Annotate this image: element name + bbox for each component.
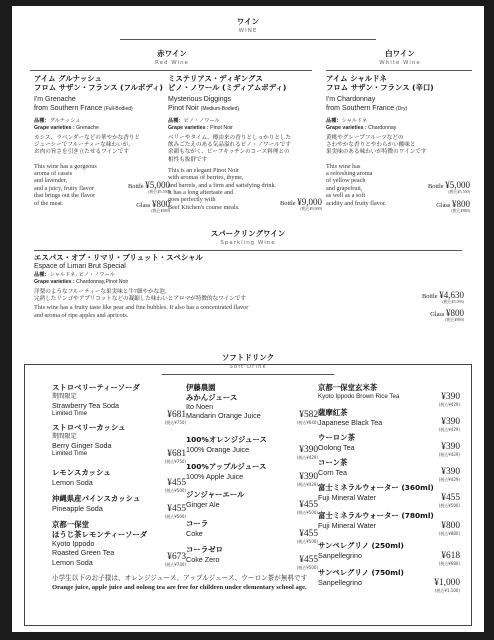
bottle-price-tax: (税込¥5,500): [448, 189, 470, 194]
drink-name-en: Sanpellegrino: [318, 577, 362, 587]
wine-desc-jp: 余韻もながく、ビーフキッチンのコース料理との: [168, 149, 290, 156]
red-title-jp: 赤ワイン: [157, 49, 187, 58]
drink-name-en: 100% Apple Juice: [186, 471, 244, 481]
glass-label: Glass: [136, 202, 151, 209]
grape-label-jp: 品種：: [326, 118, 342, 124]
drink-price-value: ¥455: [441, 493, 460, 503]
white-wine-header: [330, 48, 470, 66]
wine-title-en: WINE: [238, 28, 258, 34]
wine-origin: Pinot Noir: [168, 105, 199, 112]
drink-price-value: ¥455: [299, 500, 318, 510]
drink-price-tax: (税込¥740): [164, 562, 186, 567]
glass-price: [384, 308, 464, 323]
drink-price-value: ¥582: [299, 410, 318, 420]
drink-price: [416, 384, 460, 408]
wine-name-en: Mysterious Diggings: [168, 96, 232, 103]
drink-price: [274, 521, 318, 545]
grape-value-en: Pinot Noir: [210, 125, 233, 131]
drink-name-jp: 薩摩紅茶: [318, 408, 348, 417]
drink-name-en-2: Mandarin Orange Juice: [186, 411, 261, 421]
drink-name-en: Kyoto Ippodo: [52, 539, 95, 549]
drink-price-value: ¥390: [299, 472, 318, 482]
wine-desc-en: and grapefruit,: [326, 184, 363, 192]
drink-price-tax: (税込¥500): [164, 488, 186, 493]
wine-desc-en: goes perfectly with: [168, 196, 216, 204]
drink-price: [416, 459, 460, 483]
drink-price-tax: (税込¥750): [164, 420, 186, 425]
drink-name-en: Coke Zero: [186, 554, 220, 564]
drink-name-jp: 京都一保堂玄米茶: [318, 383, 378, 392]
drink-name-en: Kyoto Ippodo Brown Rice Tea: [318, 392, 400, 400]
sparkling-rule: [34, 250, 462, 251]
drink-price-tax: (税込¥750): [164, 459, 186, 464]
wine-desc-en: It has a long aftertaste and: [168, 189, 234, 197]
grape-label-en: Grape varieties :: [34, 125, 75, 131]
drink-name-en: Berry Ginger Soda: [52, 440, 112, 450]
drink-name-jp-2: みかんジュース: [186, 392, 238, 402]
drink-name-jp: サンペレグリノ (250ml): [318, 541, 404, 550]
grape-label-en: Grape varieties :: [168, 125, 209, 131]
drink-name-jp: サンペレグリノ (750ml): [318, 568, 404, 577]
drink-price-value: ¥673: [167, 552, 186, 562]
drink-price-value: ¥390: [299, 445, 318, 455]
red-wine-header: [42, 48, 302, 66]
grape-jp: [34, 118, 174, 125]
wine-desc-jp: 相性も抜群です: [168, 156, 208, 163]
wine-desc-jp: 洋梨のようなフルーティーな果実味と牛ﾏ細やかな泡。: [34, 289, 171, 295]
drink-name-jp: 京都一保堂: [52, 520, 89, 529]
drink-name-en: Lemon Soda: [52, 477, 93, 487]
wine-desc-en: a refreshing aroma: [326, 170, 373, 178]
drink-name-jp: コーン茶: [318, 458, 348, 467]
wine-name-en: I'm Chardonnay: [326, 96, 376, 103]
bottle-label: Bottle: [128, 183, 144, 190]
drink-price-value: ¥1,000: [434, 578, 460, 588]
grape-value-jp: グルナッシュ: [49, 118, 81, 124]
drink-limited-jp: 期間限定: [52, 392, 77, 400]
grape-label-jp: 品種：: [168, 118, 184, 124]
bottle-label: Bottle: [280, 200, 296, 207]
drink-name-jp: 100%オレンジジュース: [186, 435, 267, 444]
wine-desc-jp: 果実味のある味わいが特徴のワインです: [326, 149, 427, 156]
grape-value-jp: シャルドネ: [341, 118, 368, 124]
bottle-price-tax: (税込¥9,900): [300, 206, 322, 211]
wine-name-jp: ミステリアス・ディギングス: [168, 74, 263, 83]
wine-name-en-2: [326, 104, 476, 114]
grape-en: [168, 125, 328, 132]
drink-price: [274, 437, 318, 461]
wine-desc-en: This is an elegant Pinot Noir: [168, 166, 239, 174]
glass-price-value: ¥800: [446, 308, 464, 318]
drink-price: [416, 543, 460, 567]
drink-limited-jp: 期間限定: [52, 432, 77, 440]
drink-limited-en: Limited Time: [52, 449, 88, 457]
drink-name-en: Pineapple Soda: [52, 503, 103, 513]
glass-price: [104, 199, 170, 214]
wine-name-en: I'm Grenache: [34, 96, 76, 103]
drink-name-jp: ストロベリーカッシュ: [52, 423, 126, 432]
wine-name-jp: アイム グルナッシュ: [34, 74, 102, 83]
wine-desc-en: This wine has: [326, 162, 361, 170]
grape-label-en: Grape varieties :: [326, 125, 367, 131]
drink-price-tax: (税込¥500): [164, 514, 186, 519]
drink-name-jp: 富士ミネラルウォーター (360ml): [318, 483, 434, 492]
wine-body: (Medium-Bodied): [200, 106, 240, 112]
red-rule: [30, 70, 312, 71]
bottle-price: [104, 180, 170, 195]
bottle-label: Bottle: [422, 293, 438, 300]
drink-name-en: Oolong Tea: [318, 442, 355, 452]
soft-title-en: Soft Drink: [229, 364, 267, 370]
wine-desc-jp: ベリーやタイム、樽由来の香りとしっかりとした: [168, 135, 292, 141]
wine-desc-en: and lavender,: [34, 177, 68, 185]
grape-jp: [326, 118, 476, 125]
white-rule: [326, 70, 472, 71]
grape-value-jp: ピノ・ノワール: [183, 118, 220, 124]
bottle-price-value: ¥5,000: [445, 180, 470, 190]
glass-price-tax: (税込¥880): [445, 317, 464, 322]
wine-desc-jp: 飲みごたえのある気品溢れるピノ・ノワールです: [168, 142, 291, 149]
soft-title-jp: ソフトドリンク: [221, 353, 275, 362]
wine-body: (Full-Bodied): [104, 106, 133, 112]
drink-price-value: ¥390: [441, 392, 460, 402]
drink-limited-en: Limited Time: [52, 409, 88, 417]
drink-price: [416, 409, 460, 433]
drink-price: [274, 464, 318, 488]
drink-name-en: Ito Noen: [186, 402, 214, 412]
wine-name-jp-2: ピノ・ノワール (ミディアムボディ): [168, 83, 287, 92]
drink-price-value: ¥455: [167, 478, 186, 488]
drink-name-jp: ジンジャーエール: [186, 490, 245, 499]
drink-price-tax: (税込¥500): [296, 539, 318, 544]
white-title-en: White Wine: [379, 60, 421, 66]
drink-price: [416, 485, 460, 509]
drink-name-jp: 伊藤農園: [186, 383, 216, 392]
bottle-price: [252, 197, 322, 212]
soft-drink-rule: [162, 374, 334, 375]
wine-desc-en: and aroma of ripe apples and apricots.: [34, 311, 129, 319]
drink-name-en: Japanese Black Tea: [318, 417, 383, 427]
drink-price: [416, 513, 460, 537]
sparkling-title-jp: スパークリングワイン: [210, 229, 286, 238]
wine-desc-en: and a juicy, fruity flavor: [34, 184, 94, 192]
drink-price-value: ¥455: [167, 504, 186, 514]
wine-name-jp-2: フロム サザン・フランス (フルボディ): [34, 83, 163, 92]
grape-jp: [168, 118, 328, 125]
glass-price: [400, 199, 470, 214]
wine-desc-jp: ジューシーでフルーティーな味わいが、: [34, 142, 134, 149]
glass-label: Glass: [436, 202, 451, 209]
grape-value-en: Chardonnay: [368, 125, 397, 131]
wine-desc-en: Beef Kitchen's course meals.: [168, 203, 240, 211]
grape-en: [34, 279, 364, 286]
drink-price-tax: (税込¥640): [296, 420, 318, 425]
wine-origin: from Southern France: [34, 105, 103, 112]
drink-price-value: ¥455: [299, 555, 318, 565]
wine-name-en-2: [168, 104, 328, 114]
drink-price: [142, 470, 186, 494]
wine-name-jp-2: フロム サザン・フランス (辛口): [326, 83, 434, 92]
drink-name-jp: レモンスカッシュ: [52, 468, 111, 477]
bottle-price-value: ¥5,000: [145, 180, 170, 190]
drink-name-jp: ストロベリーティーソーダ: [52, 383, 140, 392]
soft-drink-header: [12, 352, 484, 370]
wine-desc-en: with aromas of berries, thyme,: [168, 174, 244, 182]
menu-page: [12, 6, 484, 632]
drink-name-jp: 沖縄県産パインスカッシュ: [52, 494, 141, 503]
drink-price-tax: (税込¥429): [438, 402, 460, 407]
glass-price-tax: (税込¥880): [451, 208, 470, 213]
wine-desc-jp: お肉の旨さを引き立たせるワインです: [34, 149, 129, 156]
wine-title-jp: ワイン: [236, 17, 260, 26]
sparkling-wine-header: [12, 228, 484, 246]
drink-price-tax: (税込¥429): [438, 452, 460, 457]
grape-value-en: Chardonnay,Pinot Noir: [76, 279, 129, 285]
drink-price-value: ¥390: [441, 467, 460, 477]
drink-price-tax: (税込¥880): [438, 531, 460, 536]
wine-desc-jp: カシス、ラベンダーなどの華やかな香りと: [34, 135, 141, 141]
drink-price-tax: (税込¥680): [438, 561, 460, 566]
drink-price: [142, 544, 186, 568]
glass-price-value: ¥800: [452, 199, 470, 209]
drink-price-tax: (税込¥429): [438, 477, 460, 482]
bottle-label: Bottle: [428, 183, 444, 190]
wine-desc-jp: 黄桃やグレープフルーツなどの: [326, 135, 404, 141]
wine-desc-jp: さわやかな香りとやわらかい酸味と: [326, 142, 416, 149]
glass-price-value: ¥800: [152, 199, 170, 209]
drink-price-tax: (税込¥500): [438, 503, 460, 508]
wine-desc-en: and barrels, and a firm and satisfying drink.: [168, 181, 277, 189]
drink-price: [410, 570, 460, 594]
drink-price-tax: (税込¥1,100): [434, 588, 460, 593]
grape-value-jp: シャルドネ, ピノ・ノワール: [49, 272, 115, 278]
drink-price: [416, 434, 460, 458]
wine-origin: from Southern France: [326, 105, 395, 112]
red-title-en: Red Wine: [155, 60, 189, 66]
drink-price-tax: (税込¥500): [296, 510, 318, 515]
drink-name-en: Sanpellegrino: [318, 550, 362, 560]
drink-name-en: Fuji Mineral Water: [318, 492, 377, 502]
drink-price-value: ¥390: [441, 417, 460, 427]
bottle-price-tax: (税込¥5,500): [148, 189, 170, 194]
bottle-price-value: ¥9,000: [297, 197, 322, 207]
glass-price-tax: (税込¥880): [151, 208, 170, 213]
drink-name-jp-2: ほうじ茶レモンティーソーダ: [52, 529, 148, 539]
drink-name-jp: 富士ミネラルウォーター (780ml): [318, 511, 434, 520]
drink-price-value: ¥681: [167, 410, 186, 420]
drink-price-value: ¥390: [441, 442, 460, 452]
drink-price: [142, 441, 186, 465]
drink-name-jp: コーラ: [186, 519, 209, 528]
grape-label-en: Grape varieties :: [34, 279, 75, 285]
wine-desc-en: of yellow peach: [326, 177, 366, 185]
grape-value-en: Grenache: [76, 125, 99, 131]
bottle-price: [384, 290, 464, 305]
wine-desc-en: as well as a soft: [326, 192, 366, 200]
bottle-price: [400, 180, 470, 195]
wine-desc-jp: 完熟したリンゴやアプリコットなどの凝縮した味わいとアロマが特徴的なワインです: [34, 296, 246, 303]
drink-price-tax: (税込¥429): [296, 455, 318, 460]
wine-header: [12, 16, 484, 34]
drink-name-en: Ginger Ale: [186, 499, 220, 509]
sparkling-title-en: Sparkling Wine: [220, 240, 276, 246]
drink-name-en: Corn Tea: [318, 467, 348, 477]
children-free-note: [52, 574, 322, 592]
drink-price-value: ¥800: [441, 521, 460, 531]
wine-name-jp: エスパス・オブ・リマリ・ブリュット・スペシャル: [34, 253, 203, 262]
bottle-price-tax: (税込¥5,093): [442, 299, 464, 304]
drink-name-en: Strawberry Tea Soda: [52, 400, 119, 410]
wine-desc-en: aroma of cassis: [34, 170, 73, 178]
drink-name-en: Coke: [186, 528, 203, 538]
note-en: Orange juice, apple juice and oolong tea are free for children under elementary school age.: [52, 584, 307, 591]
wine-header-rule: [120, 39, 376, 40]
drink-name-en: Fuji Mineral Water: [318, 520, 377, 530]
drink-price: [142, 496, 186, 520]
drink-name-jp: ウーロン茶: [318, 433, 355, 442]
wine-name-en-2: [34, 104, 174, 114]
wine-card-pinot-noir: [168, 74, 328, 211]
drink-price-tax: (税込¥429): [438, 427, 460, 432]
drink-price-tax: (税込¥429): [296, 482, 318, 487]
wine-desc-en: acidity and fruity flavor.: [326, 199, 387, 207]
glass-label: Glass: [430, 311, 445, 318]
wine-name-jp: アイム シャルドネ: [326, 74, 387, 83]
wine-desc-en: that brings out the flavor: [34, 192, 96, 200]
drink-name-jp: コーラゼロ: [186, 545, 223, 554]
bottle-price-value: ¥4,630: [439, 290, 464, 300]
grape-label-jp: 品種：: [34, 272, 50, 278]
grape-label-jp: 品種：: [34, 118, 50, 124]
wine-desc-en: of the meat.: [34, 199, 64, 207]
drink-price-value: ¥681: [167, 449, 186, 459]
grape-jp: [34, 272, 364, 279]
drink-name-jp: 100%アップルジュース: [186, 462, 267, 471]
wine-desc-en: This wine has a fruity taste like pear and fine bubbles. It also has a concentrated flavor: [34, 304, 249, 312]
grape-en: [34, 125, 174, 132]
drink-name-en-2: Roasted Green Tea: [52, 548, 115, 558]
grape-en: [326, 125, 476, 132]
wine-name-en: Espace of Limari Brut Special: [34, 263, 126, 270]
drink-name-en: 100% Orange Juice: [186, 444, 250, 454]
wine-body: (Dry): [396, 106, 408, 112]
drink-price-value: ¥455: [299, 529, 318, 539]
note-jp: 小学生以下のお子様は、オレンジジュース、アップルジュース、ウーロン茶が無料です: [52, 575, 308, 582]
drink-price: [274, 492, 318, 516]
wine-card-espace-of-limari: [34, 253, 364, 319]
wine-desc-en: This wine has a gorgeous: [34, 162, 97, 170]
white-title-jp: 白ワイン: [385, 49, 415, 58]
drink-price: [274, 402, 318, 426]
drink-price: [274, 547, 318, 571]
drink-price-value: ¥618: [441, 551, 460, 561]
drink-name-en-3: Lemon Soda: [52, 557, 93, 567]
drink-price-tax: (税込¥500): [296, 565, 318, 570]
